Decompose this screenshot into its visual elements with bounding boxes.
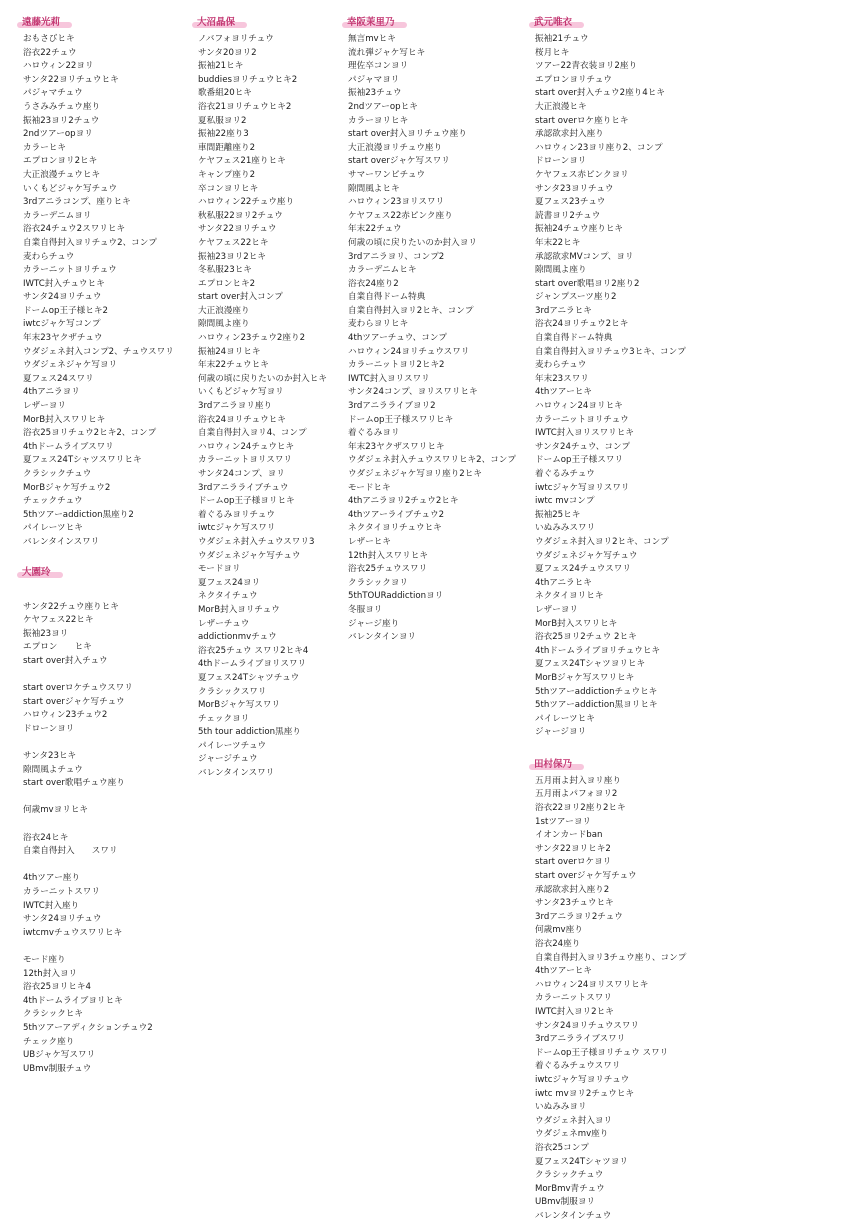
member-section-kousaka xyxy=(345,10,540,645)
blank-line xyxy=(23,940,215,954)
list-item: ハロウィン23チュウ2 xyxy=(23,710,108,721)
list-item: 承認欲求MVコンプ、ヨリ xyxy=(535,251,634,262)
list-item: 着ぐるみヨリ xyxy=(348,428,400,439)
list-item: UBジャケ写スワリ xyxy=(23,1050,96,1061)
list-item: 年末22チュウ xyxy=(348,224,402,235)
list-item: エプロンヨリチュウ xyxy=(535,74,612,85)
list-item: サンタ24ヨリチュウ xyxy=(23,292,102,303)
list-item: バレンタインスワリ xyxy=(23,536,100,547)
list-item: 夏フェス24チュウスワリ xyxy=(535,564,631,575)
list-item: 夏フェス24Tシャツヨリヒキ xyxy=(535,659,646,670)
list-item: ウダジェネ封入チュウスワリ3 xyxy=(198,536,315,547)
list-item: バレンタインスワリ xyxy=(198,768,275,779)
list-item: 振袖21チュウ xyxy=(535,34,589,44)
list-item: 大正浪漫ヒキ xyxy=(535,101,587,112)
list-item: iwtc mvコンプ xyxy=(535,496,595,507)
list-item: 浴衣25チュウスワリ xyxy=(348,564,428,575)
list-item: ドームop王子様ヨリチュウ スワリ xyxy=(535,1047,669,1058)
list-item: 隙間風よヒキ xyxy=(348,183,400,194)
list-item: start over封入チュウ xyxy=(23,655,108,666)
list-item: ドローンヨリ xyxy=(23,723,75,734)
list-item: 4thツアーライブチュウ2 xyxy=(348,509,445,520)
list-item: モード座り xyxy=(23,955,66,965)
list-item: 浴衣24座り2 xyxy=(348,278,399,289)
list-item: 振袖25ヒキ xyxy=(535,509,581,520)
list-item: 年末22ヒキ xyxy=(535,237,581,248)
list-item: サンタ24コンプ、ヨリスワリヒキ xyxy=(348,387,478,398)
list-item: ウダジェネジャケ写チュウ xyxy=(198,550,301,561)
column-3 xyxy=(345,10,540,645)
blank-line xyxy=(23,791,215,805)
list-item: カラーニットヨリチュウ xyxy=(535,414,629,425)
list-item: 2ndツアーopヒキ xyxy=(348,101,418,112)
list-item: MorBmv青チュウ xyxy=(535,1183,605,1194)
list-item: キャンプ座り2 xyxy=(198,169,256,180)
member-section-tamura xyxy=(532,752,832,1223)
list-item: 夏フェス24Tシャツヨリ xyxy=(535,1156,628,1167)
list-item: ネクタイヨリヒキ xyxy=(535,591,604,602)
list-item: MorB封入スワリヒキ xyxy=(535,618,618,629)
list-item: 5thツアーaddiction黒座り2 xyxy=(23,509,134,520)
list-item: 4thアニラヒキ xyxy=(535,577,592,588)
list-item: 年末23ヤクザチュウ xyxy=(23,333,103,344)
list-item: 何歳の頃に戻りたいのか封入ヨリ xyxy=(348,237,477,248)
blank-line xyxy=(23,859,215,873)
list-item: MorB封入スワリヒキ xyxy=(23,414,106,425)
list-item: 着ぐるみヨリチュウ xyxy=(198,509,275,520)
list-item: チェックチュウ xyxy=(23,496,83,507)
list-item: カラーヒキ xyxy=(23,142,66,153)
list-item: 浴衣22チュウ xyxy=(23,47,77,58)
item-list xyxy=(532,775,832,1223)
list-item: ハロウィン24ヨリチュウスワリ xyxy=(348,346,470,357)
list-item: サンタ24ヨリチュウスワリ xyxy=(535,1020,640,1031)
list-item: サマーワンピチュウ xyxy=(348,169,426,180)
list-item: 12th封入ヨリ xyxy=(23,968,78,979)
list-item: モードヨリ xyxy=(198,564,241,575)
member-heading: 大沼晶保 xyxy=(195,17,243,29)
list-item: エプロンヒキ2 xyxy=(198,278,256,289)
list-item: クラシックチュウ xyxy=(535,1170,604,1181)
list-item: ウダジェネジャケ写ヨリ座り2ヒキ xyxy=(348,469,482,479)
list-item: MorB封入ヨリチュウ xyxy=(198,604,280,615)
list-item: レザーヨリ xyxy=(535,604,578,615)
list-item: iwtcジャケ写ヨリチュウ xyxy=(535,1074,630,1085)
list-item: サンタ22ヨリヒキ2 xyxy=(535,843,611,854)
list-item: MorBジャケ写スワリヒキ xyxy=(535,672,635,683)
list-item: start over封入チュウ2座り4ヒキ xyxy=(535,88,665,99)
list-item: イオンカードban xyxy=(535,830,603,841)
column-1 xyxy=(20,10,215,1076)
list-item: 年末22チュウヒキ xyxy=(198,360,269,371)
list-item: 承認欲求封入座り xyxy=(535,129,604,140)
list-item: 隙間風よ座り xyxy=(198,319,250,330)
list-item: レザーチュウ xyxy=(198,618,250,629)
list-item: 麦わらチュウ xyxy=(23,251,75,262)
list-item: 自業自得封入ヨリ3チュウ座り、コンプ xyxy=(535,952,687,963)
list-item: 2ndツアーopヨリ xyxy=(23,129,93,140)
list-item: 4thドームライブヨリチュウヒキ xyxy=(535,645,661,656)
list-item: クラシックヨリ xyxy=(348,577,408,588)
list-item: ネクタイヨリチュウヒキ xyxy=(348,523,442,534)
list-item: ウダジェネジャケ写チュウ xyxy=(535,550,638,561)
list-item: 秋私服22ヨリ2チュウ xyxy=(198,210,283,221)
list-item: ウダジェネ封入ヨリ xyxy=(535,1115,613,1126)
list-item: 浴衣22ヨリ2座り2ヒキ xyxy=(535,803,626,814)
list-item: 着ぐるみチュウスワリ xyxy=(535,1061,621,1072)
list-item: 夏フェス24スワリ xyxy=(23,373,94,384)
list-item: 浴衣21ヨリチュウヒキ2 xyxy=(198,101,292,112)
list-item: 5thTOURaddictionヨリ xyxy=(348,591,444,602)
list-item: サンタ23ヒキ xyxy=(23,751,77,762)
list-item: 何歳mvヨリヒキ xyxy=(23,805,89,816)
list-item: ジャージチュウ xyxy=(198,754,258,765)
list-item: UBmv制服ヨリ xyxy=(535,1197,596,1208)
list-item: 五月雨よ封入ヨリ座り xyxy=(535,775,621,786)
blank-line xyxy=(23,737,215,751)
list-item: MorBジャケ写チュウ2 xyxy=(23,482,111,493)
list-item: 承認欲求封入座り2 xyxy=(535,884,610,895)
list-item: 読書ヨリ2チュウ xyxy=(535,210,601,221)
list-item: ウダジェネ封入チュウスワリヒキ2、コンプ xyxy=(348,455,516,466)
list-item: 自業自得封入ヨリ4、コンプ xyxy=(198,428,307,439)
list-item: クラシックチュウ xyxy=(23,469,92,479)
list-item: 4thアニラヨリ xyxy=(23,387,80,398)
member-section-takemoto xyxy=(532,10,832,740)
list-item: 自業自得封入ヨリチュウ3ヒキ、コンプ xyxy=(535,346,686,357)
list-item: 着ぐるみチュウ xyxy=(535,469,595,479)
list-item: サンタ24コンプ、ヨリ xyxy=(198,469,285,479)
list-item: パイレーツチュウ xyxy=(198,740,267,751)
list-item: サンタ22ヨリチュウヒキ xyxy=(23,74,119,85)
list-item: 理佐卒コンヨリ xyxy=(348,61,409,72)
list-item: クラシックヒキ xyxy=(23,1009,83,1020)
list-item: いぬみみスワリ xyxy=(535,523,596,534)
list-item: 大正浪漫ヨリチュウ座り xyxy=(348,142,443,153)
list-item: ケヤフェス22ヒキ xyxy=(198,237,269,248)
list-item: start over封入ヨリチュウ座り xyxy=(348,129,467,140)
list-item: 無言mvヒキ xyxy=(348,34,396,44)
list-item: ハロウィン24ヨリヒキ xyxy=(535,401,623,412)
list-item: 五月雨よパフォヨリ2 xyxy=(535,789,618,800)
list-item: 3rdアニラヨリ、コンプ2 xyxy=(348,251,445,262)
list-item: 1stツアーヨリ xyxy=(535,816,592,827)
list-item: start overロケヨリ xyxy=(535,857,612,868)
list-item: 浴衣24チュウ2スワリヒキ xyxy=(23,224,126,235)
list-item: 3rdアニラコンプ、座りヒキ xyxy=(23,197,131,208)
list-item: ドローンヨリ xyxy=(535,156,587,167)
list-item: iwtcジャケ写ヨリスワリ xyxy=(535,482,630,493)
list-item: いくもどジャケ写チュウ xyxy=(23,183,118,194)
list-item: カラーニットヨリチュウ xyxy=(23,265,117,276)
list-item: 自業自得ドーム特典 xyxy=(535,333,613,344)
list-item: 浴衣25ヨリチュウ2ヒキ2、コンプ xyxy=(23,428,157,439)
list-item: ケヤフェス22赤ピンク座り xyxy=(348,210,453,221)
list-item: ウダジェネmv座り xyxy=(535,1129,609,1140)
list-item: 3rdアニラライブスワリ xyxy=(535,1034,626,1045)
list-item: 浴衣24ヨリチュウヒキ xyxy=(198,414,286,425)
list-item: ハロウィン22ヨリ xyxy=(23,61,94,72)
list-item: 年末23スワリ xyxy=(535,373,589,384)
list-item: IWTC封入ヨリスワリ xyxy=(348,373,430,384)
list-item: 5thツアーアディクションチュウ2 xyxy=(23,1022,153,1033)
list-item: いくもどジャケ写ヨリ xyxy=(198,387,284,398)
list-item: start over封入コンプ xyxy=(198,292,283,303)
list-item: 自業自得封入ヨリ2ヒキ、コンプ xyxy=(348,305,474,316)
list-item: 夏私服ヨリ2 xyxy=(198,115,247,126)
list-item: カラーニットスワリ xyxy=(535,993,612,1004)
list-item: サンタ23ヨリチュウ xyxy=(535,183,614,194)
list-item: レザーヒキ xyxy=(348,536,391,547)
list-item: 振袖24チュウ座りヒキ xyxy=(535,224,624,235)
list-item: 5thツアーaddictionチュウヒキ xyxy=(535,686,658,697)
list-item: サンタ23チュウヒキ xyxy=(535,898,614,909)
member-heading: 幸阪茉里乃 xyxy=(345,17,403,29)
list-item: チェックヨリ xyxy=(198,713,250,724)
list-item: ウダジェネ封入コンプ2、チュウスワリ xyxy=(23,346,174,357)
list-item: 4thドームライブヨリスワリ xyxy=(198,659,307,670)
list-item: 振袖23ヨリ2チュウ xyxy=(23,115,100,126)
list-item: start over歌唱チュウ座り xyxy=(23,778,125,789)
list-item: 自業自得封入 スワリ xyxy=(23,846,118,857)
list-item: 4thドームライブヨリヒキ xyxy=(23,995,123,1006)
list-item: ジャンプスーツ座り2 xyxy=(535,292,617,303)
list-item: 浴衣25コンプ xyxy=(535,1142,589,1153)
list-item: 大正浪漫座り xyxy=(198,305,250,316)
list-item: パジャマチュウ xyxy=(23,88,83,99)
list-item: ハロウィン23ヨリ座り2、コンプ xyxy=(535,142,663,153)
list-item: モードヒキ xyxy=(348,482,391,493)
list-item: start overジャケ写チュウ xyxy=(23,696,125,707)
list-item: 5thツアーaddiction黒ヨリヒキ xyxy=(535,700,658,711)
item-list xyxy=(532,33,832,740)
list-item: カラーニットスワリ xyxy=(23,887,100,898)
list-item: 4thツアー座り xyxy=(23,873,80,884)
list-item: サンタ24チュウ、コンプ xyxy=(535,441,631,452)
list-item: ドームop王子様ヨリヒキ xyxy=(198,496,295,507)
list-item: 何歳mv座り xyxy=(535,925,583,936)
list-item: ドームop王子様スワリヒキ xyxy=(348,414,454,425)
list-item: 年末23ヤクザスワリヒキ xyxy=(348,441,445,452)
list-item: 浴衣25ヨリヒキ4 xyxy=(23,982,91,993)
list-item: start overロケ座りヒキ xyxy=(535,115,629,126)
list-item: カラーデニムヨリ xyxy=(23,210,92,221)
list-item: カラーニットヨリスワリ xyxy=(198,455,293,466)
list-item: レザーヨリ xyxy=(23,401,66,412)
list-item: ノバフォヨリチュウ xyxy=(198,34,274,44)
item-list xyxy=(20,33,215,550)
list-item: 5th tour addiction黒座り xyxy=(198,727,301,738)
list-item: バレンタインチュウ xyxy=(535,1210,612,1221)
list-item: 夏フェス24ヨリ xyxy=(198,577,261,588)
list-item: ジャージヨリ xyxy=(535,727,587,738)
list-item: 浴衣24座り xyxy=(535,939,581,949)
list-item: エプロンヨリ2ヒキ xyxy=(23,156,98,167)
list-item: IWTC封入チュウヒキ xyxy=(23,278,105,289)
list-item: 自業自得封入ヨリチュウ2、コンプ xyxy=(23,237,157,248)
list-item: start overジャケ写スワリ xyxy=(348,156,450,167)
member-heading: 大園玲 xyxy=(20,567,59,579)
list-item: MorBジャケ写スワリ xyxy=(198,700,281,711)
list-item: 4thツアーヒキ xyxy=(535,387,592,398)
list-item: 麦わらチュウ xyxy=(535,360,587,371)
list-item: 冬服ヨリ xyxy=(348,604,383,615)
list-item: サンタ22ヨリチュウ xyxy=(198,224,277,235)
list-item: うさみみチュウ座り xyxy=(23,101,101,112)
list-item: ハロウィン24チュウヒキ xyxy=(198,441,295,452)
list-item: ウダジェネジャケ写ヨリ xyxy=(23,360,118,371)
list-item: IWTC封入ヨリスワリヒキ xyxy=(535,428,634,439)
list-item: addictionmvチュウ xyxy=(198,632,277,643)
list-item: 4thアニラヨリ2チュウ2ヒキ xyxy=(348,496,459,507)
list-item: 振袖23ヨリ xyxy=(23,628,69,639)
list-item: 流れ弾ジャケ写ヒキ xyxy=(348,47,426,58)
list-item: ジャージ座り xyxy=(348,618,400,629)
list-item: パジャマヨリ xyxy=(348,74,400,85)
list-item: ドームop王子様スワリ xyxy=(535,455,624,466)
list-item: サンタ22チュウ座りヒキ xyxy=(23,601,119,612)
list-item: いぬみみヨリ xyxy=(535,1102,587,1113)
list-item: buddiesヨリチュウヒキ2 xyxy=(198,74,298,85)
list-item: カラーヨリヒキ xyxy=(348,115,409,126)
list-item: ネクタイチュウ xyxy=(198,591,258,602)
list-item: 3rdアニラライブチュウ xyxy=(198,482,289,493)
list-item: 自業自得ドーム特典 xyxy=(348,292,426,303)
list-item: 浴衣24ヒキ xyxy=(23,832,69,843)
blank-line xyxy=(23,818,215,832)
list-item: ハロウィン24ヨリスワリヒキ xyxy=(535,979,649,990)
column-4 xyxy=(532,10,832,1223)
list-item: カラーデニムヒキ xyxy=(348,265,417,276)
list-item: バレンタインヨリ xyxy=(348,632,417,643)
list-item: ケヤフェス赤ピンクヨリ xyxy=(535,169,629,180)
list-item: 浴衣24ヨリチュウ2ヒキ xyxy=(535,319,629,330)
list-item: 浴衣25ヨリ2チュウ 2ヒキ xyxy=(535,632,637,643)
blank-line xyxy=(23,669,215,683)
list-item: UBmv制服チュウ xyxy=(23,1063,92,1074)
list-item: 振袖21ヒキ xyxy=(198,61,244,72)
list-item: おもさびヒキ xyxy=(23,34,75,44)
member-section-ohzono xyxy=(20,560,215,1077)
list-item: iwtcジャケ写コンプ xyxy=(23,319,101,330)
list-item: 振袖22座り3 xyxy=(198,129,249,140)
list-item: 夏フェス23チュウ xyxy=(535,197,606,208)
list-item: 3rdアニラヒキ xyxy=(535,305,592,316)
list-item: iwtcジャケ写スワリ xyxy=(198,523,276,534)
list-item: 4thドームライブスワリ xyxy=(23,441,114,452)
list-item: 12th封入スワリヒキ xyxy=(348,550,428,561)
list-item: エプロン ヒキ xyxy=(23,642,92,653)
list-item: 3rdアニラヨリ2チュウ xyxy=(535,911,623,922)
list-item: パイレーツヒキ xyxy=(535,713,595,724)
member-heading: 武元唯衣 xyxy=(532,17,580,29)
list-item: 3rdアニラライブヨリ2 xyxy=(348,401,436,412)
list-item: 桜月ヒキ xyxy=(535,47,570,58)
list-item: iwtc mvヨリ2チュウヒキ xyxy=(535,1088,635,1099)
list-item: 夏フェス24Tシャツチュウ xyxy=(198,672,300,683)
item-list xyxy=(345,33,540,645)
list-item: IWTC封入座り xyxy=(23,900,80,911)
list-item: ケヤフェス22ヒキ xyxy=(23,615,94,626)
list-item: ウダジェネ封入ヨリ2ヒキ、コンプ xyxy=(535,536,669,547)
list-item: 4thツアーヒキ xyxy=(535,966,592,977)
list-item: start over歌唱ヨリ2座り2 xyxy=(535,278,640,289)
list-item: パイレーツヒキ xyxy=(23,523,83,534)
list-item: 浴衣25チュウ スワリ2ヒキ4 xyxy=(198,645,309,656)
item-list xyxy=(20,601,215,1077)
list-item: クラシックスワリ xyxy=(198,686,267,697)
list-item: サンタ20ヨリ2 xyxy=(198,47,257,58)
member-heading: 田村保乃 xyxy=(532,759,580,771)
list-item: 3rdアニラヨリ座り xyxy=(198,401,273,412)
list-item: ハロウィン23チュウ2座り2 xyxy=(198,333,306,344)
list-item: start overジャケ写チュウ xyxy=(535,871,637,882)
list-item: start overロケチュウスワリ xyxy=(23,683,133,694)
list-item: ドームop王子様ヒキ2 xyxy=(23,305,108,316)
member-section-endo xyxy=(20,10,215,550)
list-item: ケヤフェス21座りヒキ xyxy=(198,156,286,167)
list-item: チェック座り xyxy=(23,1036,75,1047)
list-item: 夏フェス24Tシャツスワリヒキ xyxy=(23,455,142,466)
list-item: ハロウィン22チュウ座り xyxy=(198,197,295,208)
list-item: 麦わらヨリヒキ xyxy=(348,319,409,330)
list-item: iwtcmvチュウスワリヒキ xyxy=(23,927,123,938)
list-item: 振袖23ヨリ2ヒキ xyxy=(198,251,266,262)
list-item: カラーニットヨリ2ヒキ2 xyxy=(348,360,445,371)
list-item: 振袖23チュウ xyxy=(348,88,402,99)
list-item: ハロウィン23ヨリスワリ xyxy=(348,197,445,208)
list-item: 振袖24ヨリヒキ xyxy=(198,346,261,357)
list-item: 車間距離座り2 xyxy=(198,142,256,153)
member-heading: 遠藤光莉 xyxy=(20,17,68,29)
list-item: 卒コンヨリヒキ xyxy=(198,183,259,194)
list-item: ツアー22青衣装ヨリ2座り xyxy=(535,61,638,72)
list-item: 大正浪漫チュウヒキ xyxy=(23,169,101,180)
list-item: 歌番組20ヒキ xyxy=(198,88,252,99)
list-item: 隙間風よ座り xyxy=(535,265,587,276)
list-item: 4thツアーチュウ、コンプ xyxy=(348,333,448,344)
list-item: 隙間風よチュウ xyxy=(23,764,83,775)
list-item: 冬私服23ヒキ xyxy=(198,265,252,276)
list-item: IWTC封入ヨリ2ヒキ xyxy=(535,1006,614,1017)
list-item: 何歳の頃に戻りたいのか封入ヒキ xyxy=(198,373,327,384)
list-item: サンタ24ヨリチュウ xyxy=(23,914,102,925)
